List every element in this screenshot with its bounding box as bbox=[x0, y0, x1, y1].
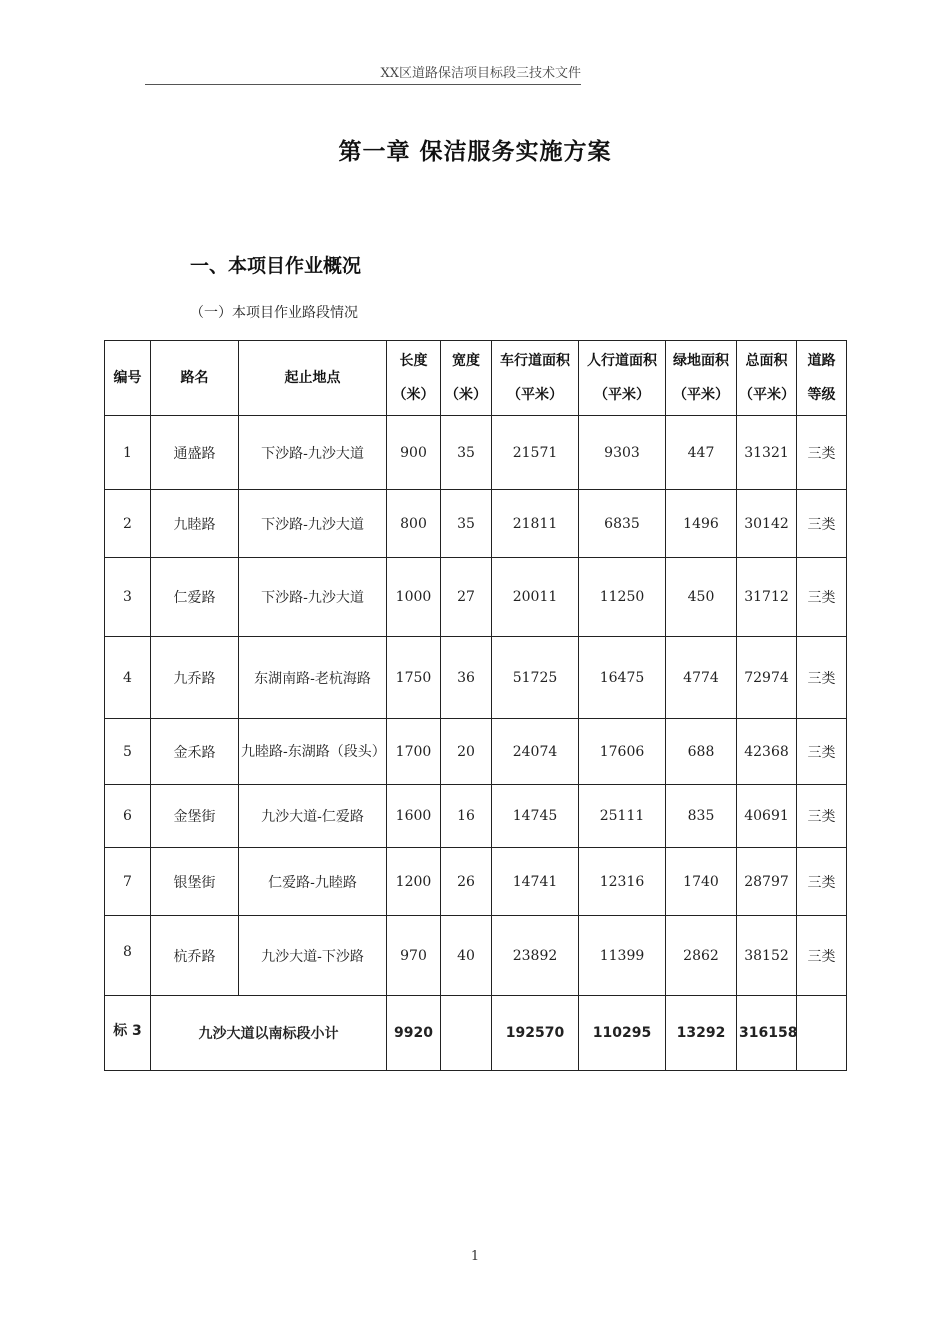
cell-width: 27 bbox=[441, 558, 492, 637]
cell-start-end: 九沙大道-下沙路 bbox=[239, 916, 387, 996]
header-road-area: 车行道面积 （平米） bbox=[492, 341, 579, 416]
cell-green-area: 2862 bbox=[666, 916, 737, 996]
cell-sidewalk-area: 17606 bbox=[579, 719, 666, 785]
cell-total-area: 31712 bbox=[737, 558, 797, 637]
cell-total-area: 30142 bbox=[737, 490, 797, 558]
cell-width: 35 bbox=[441, 416, 492, 490]
cell-start-end: 东湖南路-老杭海路 bbox=[239, 637, 387, 719]
cell-number: 2 bbox=[105, 490, 151, 558]
chapter-title: 第一章 保洁服务实施方案 bbox=[338, 139, 612, 165]
cell-number: 7 bbox=[105, 848, 151, 916]
cell-total-area: 31321 bbox=[737, 416, 797, 490]
cell-start-end: 下沙路-九沙大道 bbox=[239, 490, 387, 558]
cell-total-green-area: 13292 bbox=[666, 996, 737, 1071]
cell-road-grade: 三类 bbox=[797, 490, 847, 558]
cell-road-name: 通盛路 bbox=[151, 416, 239, 490]
cell-total-area: 72974 bbox=[737, 637, 797, 719]
cell-start-end: 九睦路-东湖路（段头） bbox=[239, 719, 387, 785]
cell-width: 20 bbox=[441, 719, 492, 785]
cell-road-name: 金禾路 bbox=[151, 719, 239, 785]
cell-road-area: 51725 bbox=[492, 637, 579, 719]
cell-green-area: 835 bbox=[666, 785, 737, 848]
cell-length: 970 bbox=[387, 916, 441, 996]
cell-road-grade: 三类 bbox=[797, 719, 847, 785]
cell-width: 16 bbox=[441, 785, 492, 848]
table-row bbox=[105, 558, 847, 637]
section-title: 一、本项目作业概况 bbox=[190, 255, 362, 277]
cell-road-area: 20011 bbox=[492, 558, 579, 637]
header-road-grade: 道路 等级 bbox=[797, 341, 847, 416]
cell-total-sidewalk-area: 110295 bbox=[579, 996, 666, 1071]
cell-total-area: 40691 bbox=[737, 785, 797, 848]
cell-green-area: 450 bbox=[666, 558, 737, 637]
cell-start-end: 下沙路-九沙大道 bbox=[239, 558, 387, 637]
cell-width: 40 bbox=[441, 916, 492, 996]
cell-road-area: 21571 bbox=[492, 416, 579, 490]
cell-road-area: 21811 bbox=[492, 490, 579, 558]
cell-sidewalk-area: 6835 bbox=[579, 490, 666, 558]
cell-start-end: 下沙路-九沙大道 bbox=[239, 416, 387, 490]
header-length: 长度 （米） bbox=[387, 341, 441, 416]
cell-sidewalk-area: 16475 bbox=[579, 637, 666, 719]
cell-green-area: 447 bbox=[666, 416, 737, 490]
cell-road-name: 仁爱路 bbox=[151, 558, 239, 637]
table-row bbox=[105, 416, 847, 490]
cell-road-grade: 三类 bbox=[797, 558, 847, 637]
table-row bbox=[105, 785, 847, 848]
cell-width: 36 bbox=[441, 637, 492, 719]
cell-total-road-area: 192570 bbox=[492, 996, 579, 1071]
cell-total-width bbox=[441, 996, 492, 1071]
cell-number: 8 bbox=[105, 916, 151, 996]
header-sidewalk-area: 人行道面积 （平米） bbox=[579, 341, 666, 416]
header-width: 宽度 （米） bbox=[441, 341, 492, 416]
cell-number: 4 bbox=[105, 637, 151, 719]
cell-sidewalk-area: 12316 bbox=[579, 848, 666, 916]
cell-total-grade bbox=[797, 996, 847, 1071]
cell-start-end: 九沙大道-仁爱路 bbox=[239, 785, 387, 848]
table-row bbox=[105, 848, 847, 916]
cell-road-name: 银堡街 bbox=[151, 848, 239, 916]
cell-number: 3 bbox=[105, 558, 151, 637]
road-sections-table bbox=[104, 340, 847, 1071]
cell-road-grade: 三类 bbox=[797, 416, 847, 490]
subsection-title: （一）本项目作业路段情况 bbox=[190, 305, 358, 321]
header-number: 编号 bbox=[105, 341, 151, 416]
cell-length: 1200 bbox=[387, 848, 441, 916]
cell-road-grade: 三类 bbox=[797, 785, 847, 848]
table-total-row bbox=[105, 996, 847, 1071]
cell-number: 5 bbox=[105, 719, 151, 785]
cell-road-name: 杭乔路 bbox=[151, 916, 239, 996]
cell-road-area: 14745 bbox=[492, 785, 579, 848]
header-start-end: 起止地点 bbox=[239, 341, 387, 416]
table-row bbox=[105, 719, 847, 785]
page-number: 1 bbox=[470, 1249, 480, 1264]
header-total-area: 总面积 （平米） bbox=[737, 341, 797, 416]
cell-length: 1600 bbox=[387, 785, 441, 848]
cell-green-area: 4774 bbox=[666, 637, 737, 719]
cell-width: 35 bbox=[441, 490, 492, 558]
cell-road-area: 24074 bbox=[492, 719, 579, 785]
cell-green-area: 688 bbox=[666, 719, 737, 785]
cell-sidewalk-area: 9303 bbox=[579, 416, 666, 490]
cell-sidewalk-area: 11250 bbox=[579, 558, 666, 637]
header-road-name: 路名 bbox=[151, 341, 239, 416]
table-row bbox=[105, 490, 847, 558]
cell-green-area: 1496 bbox=[666, 490, 737, 558]
cell-width: 26 bbox=[441, 848, 492, 916]
table-header-row bbox=[105, 341, 847, 416]
cell-total-length: 9920 bbox=[387, 996, 441, 1071]
cell-length: 1750 bbox=[387, 637, 441, 719]
cell-road-grade: 三类 bbox=[797, 848, 847, 916]
cell-sidewalk-area: 25111 bbox=[579, 785, 666, 848]
cell-road-name: 九乔路 bbox=[151, 637, 239, 719]
cell-total-area: 42368 bbox=[737, 719, 797, 785]
cell-length: 800 bbox=[387, 490, 441, 558]
cell-green-area: 1740 bbox=[666, 848, 737, 916]
cell-total-total-area: 316158 bbox=[737, 996, 797, 1071]
cell-total-area: 28797 bbox=[737, 848, 797, 916]
cell-road-name: 金堡街 bbox=[151, 785, 239, 848]
document-header: XX区道路保洁项目标段三技术文件 bbox=[145, 66, 581, 85]
cell-sidewalk-area: 11399 bbox=[579, 916, 666, 996]
cell-subtotal-name: 九沙大道以南标段小计 bbox=[151, 996, 387, 1071]
cell-start-end: 仁爱路-九睦路 bbox=[239, 848, 387, 916]
cell-length: 1700 bbox=[387, 719, 441, 785]
table-row bbox=[105, 916, 847, 996]
cell-total-area: 38152 bbox=[737, 916, 797, 996]
cell-section-label: 标 3 bbox=[105, 996, 151, 1071]
cell-road-area: 23892 bbox=[492, 916, 579, 996]
cell-number: 6 bbox=[105, 785, 151, 848]
header-green-area: 绿地面积 （平米） bbox=[666, 341, 737, 416]
cell-road-grade: 三类 bbox=[797, 637, 847, 719]
cell-road-grade: 三类 bbox=[797, 916, 847, 996]
cell-road-name: 九睦路 bbox=[151, 490, 239, 558]
cell-number: 1 bbox=[105, 416, 151, 490]
table-row bbox=[105, 637, 847, 719]
cell-length: 1000 bbox=[387, 558, 441, 637]
cell-length: 900 bbox=[387, 416, 441, 490]
cell-road-area: 14741 bbox=[492, 848, 579, 916]
